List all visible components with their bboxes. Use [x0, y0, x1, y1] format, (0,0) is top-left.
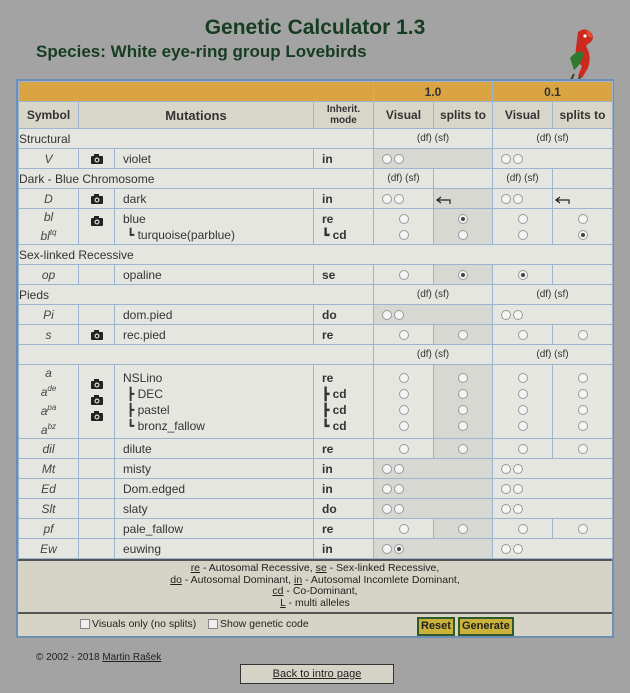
dfsf-label: (df) (sf) [493, 345, 613, 365]
radio-sf[interactable] [513, 464, 523, 474]
table-row [19, 305, 613, 325]
male-radios [374, 499, 493, 519]
radio[interactable] [518, 389, 528, 399]
female-visual-radios [493, 439, 553, 459]
dfsf-label: (df) (sf) [374, 285, 493, 305]
symbol: Ew [19, 539, 79, 559]
radio-df[interactable] [382, 464, 392, 474]
species-title: Species: White eye-ring group Lovebirds [36, 42, 367, 61]
female-splits-radios [553, 209, 613, 245]
female-splits-radios [553, 519, 613, 539]
calculator-panel [16, 79, 614, 638]
symbol: Slt [19, 499, 79, 519]
table-row [19, 519, 613, 539]
radio[interactable] [458, 421, 468, 431]
radio[interactable] [458, 230, 468, 240]
radio-df[interactable] [382, 484, 392, 494]
dfsf-label: (df) (sf) [493, 169, 553, 189]
radio-sf[interactable] [394, 484, 404, 494]
radio-sf[interactable] [394, 544, 404, 554]
mutations-header: Mutations [79, 102, 314, 129]
radio[interactable] [578, 524, 588, 534]
table-row [19, 439, 613, 459]
radio-df[interactable] [382, 544, 392, 554]
male-visual-radios [374, 265, 434, 285]
table-row [19, 499, 613, 519]
camera-icons [79, 365, 115, 439]
mutation-name: slaty [115, 499, 314, 519]
legend-text: - Co-Dominant, [283, 585, 358, 597]
male-radios [374, 305, 493, 325]
radio-df[interactable] [382, 504, 392, 514]
empty-cell [79, 479, 115, 499]
radio[interactable] [518, 524, 528, 534]
section-blank [19, 345, 374, 365]
female-radios [493, 539, 613, 559]
radio[interactable] [578, 214, 588, 224]
male-radios [374, 459, 493, 479]
reset-button[interactable]: Reset [417, 617, 455, 636]
radio[interactable] [458, 373, 468, 383]
dfsf-label: (df) (sf) [374, 345, 493, 365]
radio-df[interactable] [501, 504, 511, 514]
female-visual-radios [493, 265, 553, 285]
radio[interactable] [578, 405, 588, 415]
lovebird-image [560, 24, 600, 84]
mutation-name: NSLino ┣ DEC ┣ pastel ┗ bronz_fallow [115, 365, 314, 439]
female-visual-radios [493, 325, 553, 345]
radio-df[interactable] [501, 464, 511, 474]
male-visual-radios [374, 209, 434, 245]
radio[interactable] [458, 524, 468, 534]
mutation-name: violet [115, 149, 314, 169]
section-structural: Structural [19, 129, 374, 149]
legend-text: - Autosomal Incomlete Dominant, [302, 573, 460, 586]
legend-text: - multi alleles [285, 596, 350, 609]
legend-code: do [170, 573, 182, 586]
male-splits-radios [434, 325, 493, 345]
inherit-mode: re ┣ cd ┣ cd ┗ cd [314, 365, 374, 439]
female-splits-radios [553, 365, 613, 439]
radio[interactable] [578, 444, 588, 454]
camera-icon[interactable] [79, 325, 115, 345]
table-row [19, 365, 613, 439]
table-row [19, 149, 613, 169]
empty-cell [79, 459, 115, 479]
section-dark: Dark - Blue Chromosome [19, 169, 374, 189]
empty-cell [553, 265, 613, 285]
radio[interactable] [458, 270, 468, 280]
inherit-mode: in [314, 459, 374, 479]
table-row [19, 209, 613, 245]
male-visual-radios [374, 189, 434, 209]
male-radios [374, 149, 493, 169]
mutation-name: misty [115, 459, 314, 479]
female-radios [493, 479, 613, 499]
radio[interactable] [518, 214, 528, 224]
legend-text: - Autosomal Dominant, [181, 573, 294, 586]
symbol: op [19, 265, 79, 285]
radio[interactable] [578, 330, 588, 340]
radio-sf[interactable] [513, 154, 523, 164]
camera-icon[interactable] [90, 379, 104, 389]
male-visual-radios [374, 365, 434, 439]
male-radios [374, 479, 493, 499]
radio-df[interactable] [501, 544, 511, 554]
male-splits-radios [434, 265, 493, 285]
inherit-mode: se [314, 265, 374, 285]
mutation-name: Dom.edged [115, 479, 314, 499]
radio[interactable] [578, 389, 588, 399]
header-spacer [19, 82, 374, 102]
mutation-name: euwing [115, 539, 314, 559]
radio[interactable] [399, 230, 409, 240]
mutation-name: pale_fallow [115, 519, 314, 539]
male-splits-radios [434, 519, 493, 539]
inherit-mode: do [314, 305, 374, 325]
inherit-mode: in [314, 149, 374, 169]
symbol: V [19, 149, 79, 169]
inherit-mode: in [314, 479, 374, 499]
empty-cell [79, 439, 115, 459]
section-sexlinked: Sex-linked Recessive [19, 245, 613, 265]
radio[interactable] [518, 330, 528, 340]
male-visual-radios [374, 325, 434, 345]
empty-cell [434, 169, 493, 189]
female-visual-radios [493, 209, 553, 245]
camera-icon[interactable] [79, 149, 115, 169]
radio[interactable] [399, 524, 409, 534]
empty-cell [79, 499, 115, 519]
radio[interactable] [578, 373, 588, 383]
show-code-label: Show genetic code [220, 618, 309, 630]
male-splits-radios [434, 365, 493, 439]
camera-icon[interactable] [79, 189, 115, 209]
inherit-mode: re [314, 439, 374, 459]
legend-code: cd [272, 585, 284, 597]
table-row [19, 459, 613, 479]
table-row [19, 539, 613, 559]
female-radios [493, 499, 613, 519]
symbol: Ed [19, 479, 79, 499]
radio-sf[interactable] [513, 194, 523, 204]
legend-text: - Autosomal Recessive, [200, 562, 316, 574]
symbol: Mt [19, 459, 79, 479]
inherit-mode: in [314, 539, 374, 559]
radio[interactable] [399, 421, 409, 431]
female-splits-header: splits to [553, 102, 613, 129]
radio-df[interactable] [501, 484, 511, 494]
radio[interactable] [399, 270, 409, 280]
inherit-header: Inherit. mode [314, 102, 374, 129]
female-radios [493, 305, 613, 325]
inherit-mode: in [314, 189, 374, 209]
mutation-name: dark [115, 189, 314, 209]
male-header: 1.0 [374, 82, 493, 102]
back-to-intro-button[interactable]: Back to intro page [240, 664, 394, 684]
radio[interactable] [458, 389, 468, 399]
symbol-header: Symbol [19, 102, 79, 129]
mutation-name: opaline [115, 265, 314, 285]
symbol: a $a^{de}$ $a^{pa}$ $a^{bz}$ [19, 365, 79, 439]
radio-df[interactable] [501, 154, 511, 164]
empty-cell [79, 519, 115, 539]
copyright: © 2002 - 2018 Martin Rašek [36, 652, 162, 663]
female-splits-radios [553, 439, 613, 459]
male-splits-radios [434, 439, 493, 459]
female-visual-radios [493, 519, 553, 539]
dfsf-label: (df) (sf) [374, 129, 493, 149]
inherit-mode: re [314, 325, 374, 345]
camera-icon[interactable] [90, 395, 104, 405]
generate-button[interactable]: Generate [458, 617, 514, 636]
visuals-only-label: Visuals only (no splits) [92, 618, 197, 630]
radio[interactable] [518, 230, 528, 240]
camera-icon[interactable] [79, 209, 115, 245]
empty-cell [553, 169, 613, 189]
male-splits-header: splits to [434, 102, 493, 129]
female-visual-radios [493, 189, 553, 209]
radio[interactable] [578, 230, 588, 240]
radio-sf[interactable] [394, 194, 404, 204]
symbol: Pi [19, 305, 79, 325]
legend-code: se [315, 562, 327, 574]
undo-arrow-icon[interactable] [434, 189, 493, 209]
radio-sf[interactable] [394, 310, 404, 320]
dfsf-label: (df) (sf) [374, 169, 434, 189]
radio[interactable] [518, 405, 528, 415]
inherit-mode: do [314, 499, 374, 519]
radio[interactable] [458, 330, 468, 340]
female-radios [493, 459, 613, 479]
radio[interactable] [399, 405, 409, 415]
legend-code: re [190, 562, 201, 574]
radio-sf[interactable] [394, 504, 404, 514]
radio-sf[interactable] [394, 154, 404, 164]
symbol: bl $bl^{tq}$ [19, 209, 79, 245]
legend-code: in [293, 573, 303, 586]
radio[interactable] [518, 373, 528, 383]
mutation-name: blue ┗ turquoise(parblue) [115, 209, 314, 245]
mutation-name: rec.pied [115, 325, 314, 345]
inherit-mode: re [314, 519, 374, 539]
male-radios [374, 539, 493, 559]
radio-sf[interactable] [513, 484, 523, 494]
male-visual-radios [374, 519, 434, 539]
dfsf-label: (df) (sf) [493, 129, 613, 149]
radio-df[interactable] [382, 154, 392, 164]
radio[interactable] [578, 421, 588, 431]
radio[interactable] [518, 444, 528, 454]
female-radios [493, 149, 613, 169]
radio-df[interactable] [382, 194, 392, 204]
legend-code: L [280, 596, 286, 609]
symbol: pf [19, 519, 79, 539]
radio[interactable] [518, 421, 528, 431]
mutation-name: dilute [115, 439, 314, 459]
radio-sf[interactable] [513, 310, 523, 320]
mutation-name: dom.pied [115, 305, 314, 325]
mutation-table [18, 81, 613, 559]
table-row [19, 189, 613, 209]
radio[interactable] [458, 444, 468, 454]
radio-sf[interactable] [513, 504, 523, 514]
radio[interactable] [518, 270, 528, 280]
legend-text: - Sex-linked Recessive, [326, 562, 440, 574]
radio-sf[interactable] [513, 544, 523, 554]
table-row [19, 479, 613, 499]
symbol: dil [19, 439, 79, 459]
visuals-only-option[interactable] [80, 618, 196, 630]
male-visual-header: Visual [374, 102, 434, 129]
radio-df[interactable] [501, 310, 511, 320]
undo-arrow-icon[interactable] [553, 189, 613, 209]
empty-cell [79, 539, 115, 559]
female-splits-radios [553, 325, 613, 345]
table-row [19, 325, 613, 345]
radio[interactable] [399, 444, 409, 454]
male-visual-radios [374, 439, 434, 459]
radio[interactable] [399, 214, 409, 224]
female-header: 0.1 [493, 82, 613, 102]
empty-cell [79, 305, 115, 325]
radio-df[interactable] [382, 310, 392, 320]
radio[interactable] [458, 405, 468, 415]
radio[interactable] [399, 389, 409, 399]
radio-sf[interactable] [394, 464, 404, 474]
empty-cell [79, 265, 115, 285]
male-splits-radios [434, 209, 493, 245]
author-link[interactable]: Martin Rašek [102, 652, 162, 663]
female-visual-header: Visual [493, 102, 553, 129]
page-title: Genetic Calculator 1.3 [204, 16, 426, 39]
show-code-option[interactable] [208, 618, 309, 630]
options-bar [18, 612, 612, 636]
radio-df[interactable] [501, 194, 511, 204]
show-code-checkbox[interactable] [208, 619, 218, 629]
visuals-only-checkbox[interactable] [80, 619, 90, 629]
table-row [19, 265, 613, 285]
camera-icon[interactable] [90, 411, 104, 421]
section-pieds: Pieds [19, 285, 374, 305]
symbol: D [19, 189, 79, 209]
dfsf-label: (df) (sf) [493, 285, 613, 305]
female-visual-radios [493, 365, 553, 439]
inherit-mode: re ┗ cd [314, 209, 374, 245]
radio[interactable] [399, 373, 409, 383]
symbol: s [19, 325, 79, 345]
radio[interactable] [458, 214, 468, 224]
radio[interactable] [399, 330, 409, 340]
legend [18, 559, 612, 612]
